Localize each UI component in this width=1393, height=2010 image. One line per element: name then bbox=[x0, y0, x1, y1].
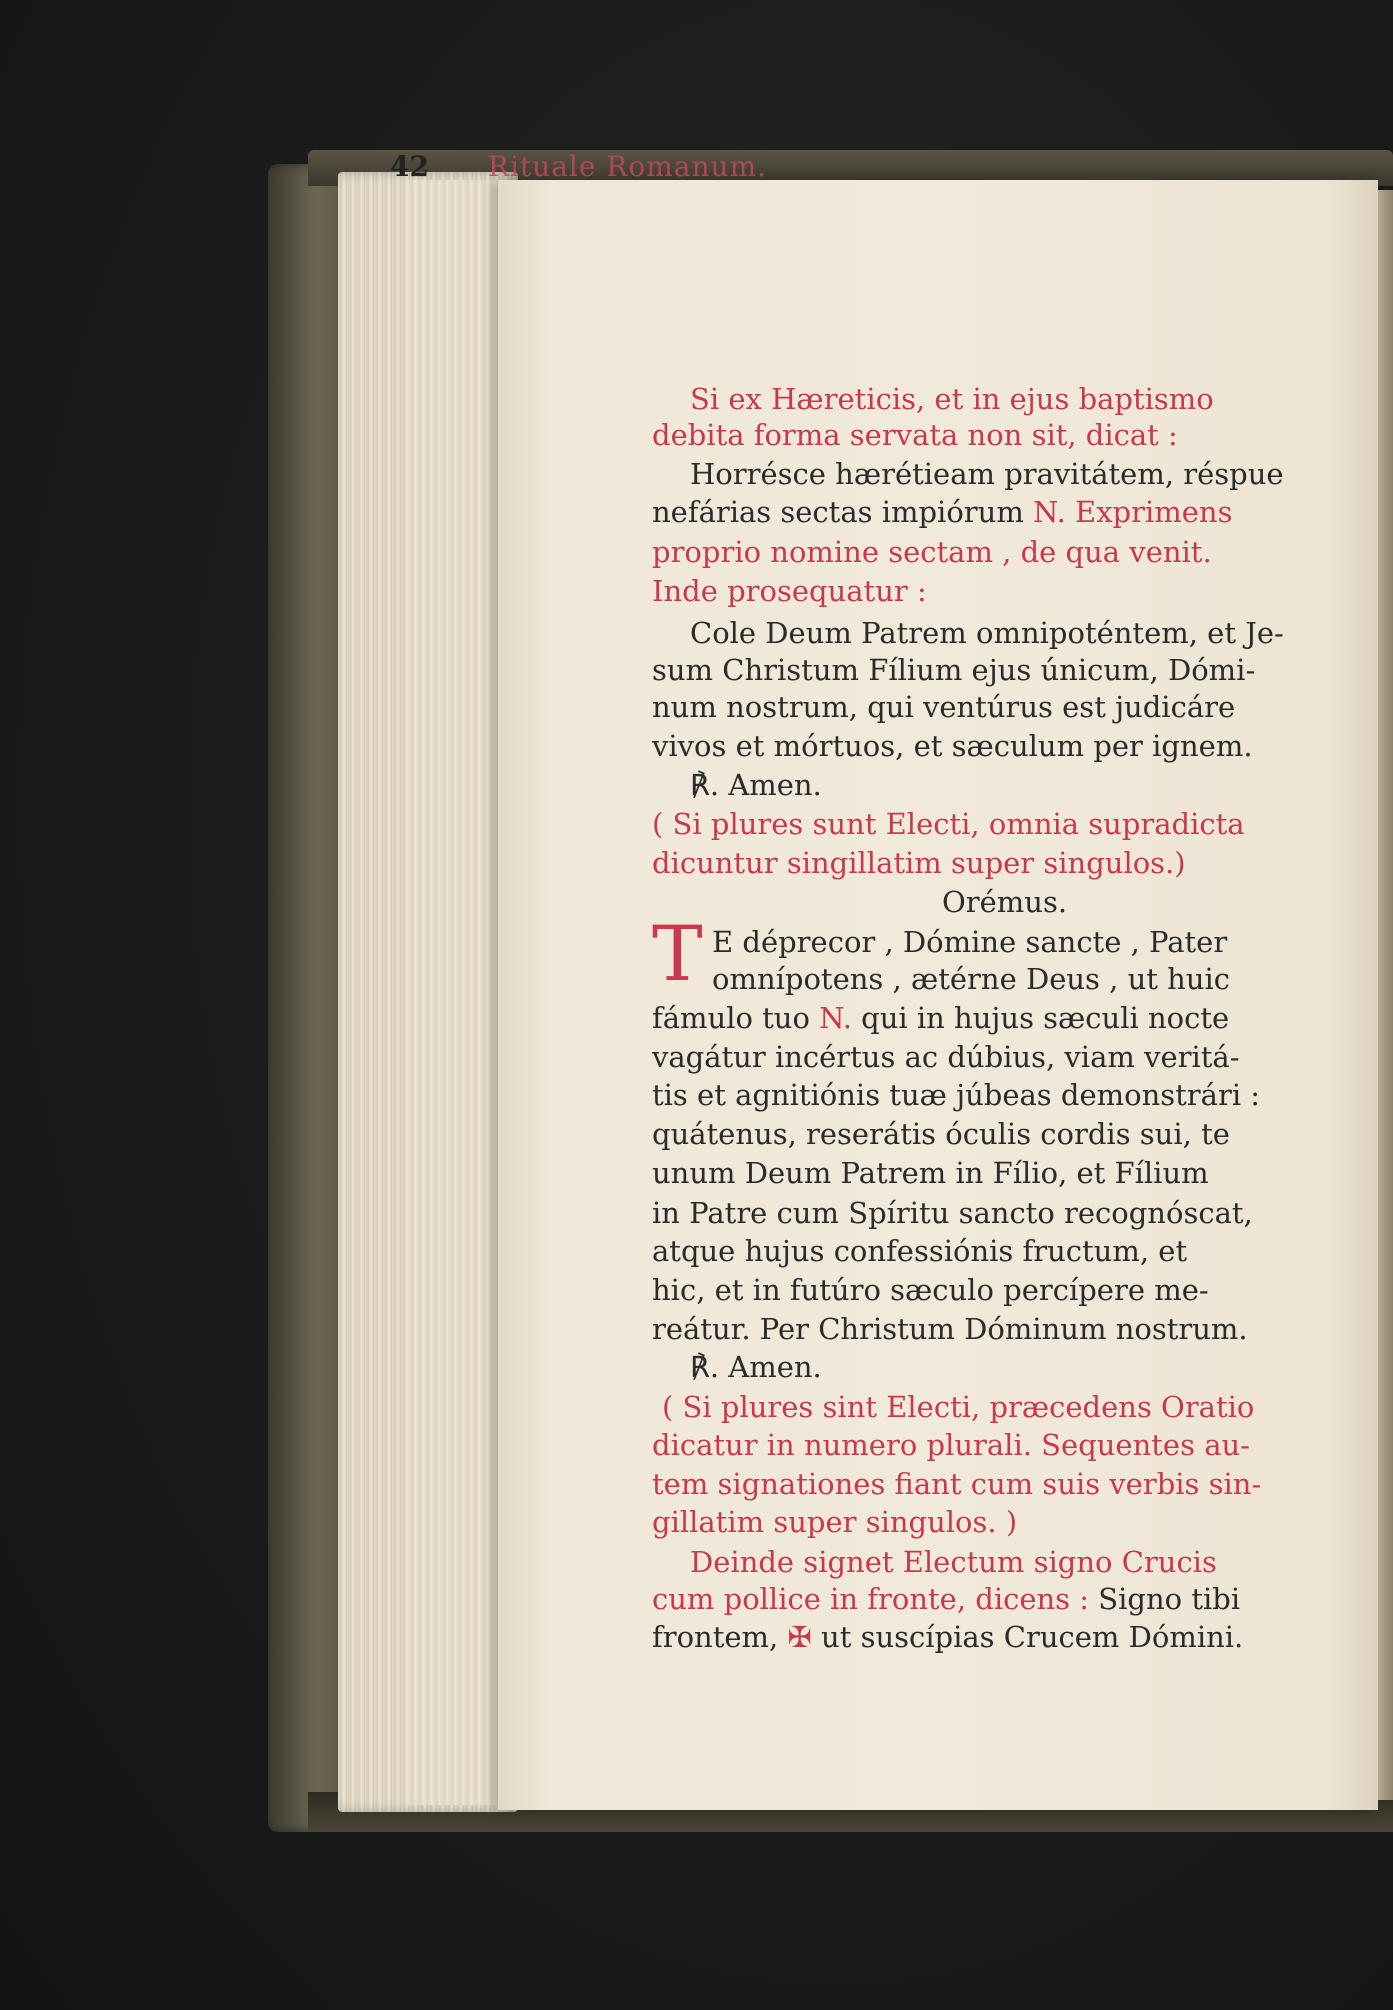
text-line-main: hic, et in futúro sæculo percípere me- bbox=[652, 1273, 1209, 1307]
text-line-main: unum Deum Patrem in Fílio, et Fílium bbox=[652, 1156, 1209, 1190]
text-line-main: omnípotens , ætérne Deus , ut huic bbox=[712, 962, 1231, 996]
text-line-main: tis et agnitiónis tuæ júbeas demonstrári : bbox=[652, 1078, 1261, 1112]
text-line bbox=[712, 925, 1227, 959]
text-line-main: vagátur incértus ac dúbius, viam veritá- bbox=[652, 1040, 1240, 1074]
text-line bbox=[652, 1001, 1229, 1035]
text-line bbox=[652, 495, 1232, 529]
text-line bbox=[652, 1620, 1243, 1654]
text-line-main: cum pollice in fronte, dicens : bbox=[652, 1582, 1090, 1616]
text-line-main: quátenus, reserátis óculis cordis sui, te bbox=[652, 1117, 1230, 1151]
text-line bbox=[652, 1312, 1248, 1346]
text-line-tail: N. Exprimens bbox=[1023, 495, 1233, 529]
text-line bbox=[652, 1156, 1209, 1190]
text-line bbox=[652, 1273, 1209, 1307]
text-line-main: ( Si plures sunt Electi, omnia supradicta bbox=[652, 807, 1245, 841]
text-line-main: ℟. Amen. bbox=[690, 1350, 822, 1384]
text-line-main: fámulo tuo bbox=[652, 1001, 810, 1035]
text-line bbox=[690, 768, 822, 802]
text-line-main: num nostrum, qui ventúrus est judicáre bbox=[652, 690, 1236, 724]
text-line bbox=[652, 1196, 1253, 1230]
text-line bbox=[652, 1040, 1240, 1074]
text-line bbox=[690, 457, 1284, 491]
text-line-tail: N. bbox=[809, 1001, 862, 1035]
text-line bbox=[652, 1582, 1240, 1616]
page-number: 42 bbox=[390, 150, 429, 183]
text-line bbox=[652, 1505, 1017, 1539]
text-line bbox=[690, 1545, 1217, 1579]
text-line bbox=[652, 1117, 1230, 1151]
text-line bbox=[712, 962, 1230, 996]
text-line-main: dicuntur singillatim super singulos.) bbox=[652, 846, 1186, 880]
text-line bbox=[652, 1428, 1250, 1462]
running-title: Rituale Romanum. bbox=[487, 150, 768, 183]
text-line bbox=[652, 807, 1245, 841]
text-line-tail: Signo tibi bbox=[1089, 1582, 1241, 1616]
text-line bbox=[652, 1078, 1260, 1112]
text-line-main: Cole Deum Patrem omnipoténtem, et Je- bbox=[690, 616, 1284, 650]
text-line-main: ( Si plures sint Electi, præcedens Oratio bbox=[662, 1390, 1255, 1424]
text-line bbox=[652, 653, 1255, 687]
text-line-main: E déprecor , Dómine sancte , Pater bbox=[712, 925, 1228, 959]
text-line bbox=[652, 574, 927, 608]
text-line bbox=[652, 1234, 1187, 1268]
text-line-main: proprio nomine sectam , de qua venit. bbox=[652, 535, 1212, 569]
text-line bbox=[662, 1390, 1254, 1424]
text-line bbox=[690, 382, 1214, 416]
text-line-tail: ✠ bbox=[778, 1620, 822, 1654]
text-line bbox=[652, 418, 1178, 452]
facing-page-edge bbox=[1378, 190, 1393, 1800]
text-line bbox=[942, 885, 1067, 919]
text-line-main: vivos et mórtuos, et sæculum per ignem. bbox=[652, 729, 1253, 763]
text-line-main: gillatim super singulos. ) bbox=[652, 1505, 1018, 1539]
text-line-main: frontem, bbox=[652, 1620, 779, 1654]
text-line-main: Horrésce hærétieam pravitátem, réspue bbox=[690, 457, 1284, 491]
text-line-main: nefárias sectas impiórum bbox=[652, 495, 1024, 529]
text-line-main: debita forma servata non sit, dicat : bbox=[652, 418, 1178, 452]
text-line bbox=[652, 729, 1253, 763]
text-line-main: Orémus. bbox=[942, 885, 1068, 919]
text-line-main: sum Christum Fílium ejus únicum, Dómi- bbox=[652, 653, 1256, 687]
text-line-tail2: qui in hujus sæculi nocte bbox=[861, 1001, 1230, 1035]
text-line bbox=[690, 1350, 822, 1384]
drop-cap: T bbox=[652, 909, 703, 998]
text-line-main: Inde prosequatur : bbox=[652, 574, 927, 608]
text-line bbox=[690, 616, 1284, 650]
text-line-main: ℟. Amen. bbox=[690, 768, 822, 802]
text-line-main: tem signationes fiant cum suis verbis sin- bbox=[652, 1467, 1262, 1501]
text-line bbox=[652, 1467, 1261, 1501]
text-line bbox=[652, 535, 1212, 569]
running-header bbox=[390, 150, 767, 183]
text-line-main: in Patre cum Spíritu sancto recognóscat, bbox=[652, 1196, 1253, 1230]
text-line-tail2: ut suscípias Crucem Dómini. bbox=[821, 1620, 1244, 1654]
text-line-main: dicatur in numero plurali. Sequentes au- bbox=[652, 1428, 1250, 1462]
text-line-main: reátur. Per Christum Dóminum nostrum. bbox=[652, 1312, 1248, 1346]
text-line-main: Deinde signet Electum signo Crucis bbox=[690, 1545, 1217, 1579]
text-line bbox=[652, 846, 1186, 880]
text-line-main: Si ex Hæreticis, et in ejus baptismo bbox=[690, 382, 1214, 416]
text-line-main: atque hujus confessiónis fructum, et bbox=[652, 1234, 1188, 1268]
text-line bbox=[652, 690, 1235, 724]
